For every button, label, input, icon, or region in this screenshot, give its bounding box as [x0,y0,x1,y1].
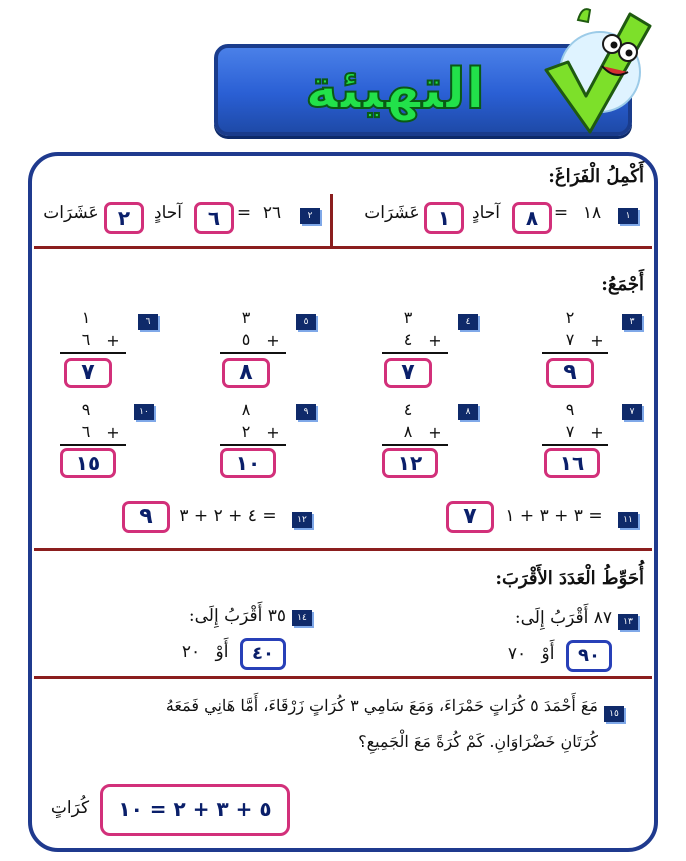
column-divider [330,194,333,246]
question-number: ١١ [618,512,638,528]
equals-sign: = [236,203,252,223]
addend-top: ٣ [241,308,251,327]
question-number: ١٥ [604,706,624,722]
tens-answer-box: ٢ [104,202,144,234]
ones-answer-box: ٦ [194,202,234,234]
unit-label: كُرَاتٍ [50,798,90,818]
rounding-prompt: ٣٥ أَقْرَبُ إِلَى: [188,606,286,626]
sum-line [382,444,448,446]
question-number: ٣ [622,314,642,330]
plus-sign: + [590,331,604,350]
sum-line [382,352,448,354]
rounding-prompt: ٨٧ أَقْرَبُ إِلَى: [514,608,612,628]
question-number: ١٢ [292,512,312,528]
addend-bottom: ٦ [81,422,91,441]
sum-answer-box: ٩ [122,501,170,533]
number-value: ٢٦ [262,203,282,223]
ones-answer-box: ٨ [512,202,552,234]
sum-answer-box: ١٢ [382,448,438,478]
question-number: ٤ [458,314,478,330]
question-number: ١٤ [292,610,312,626]
sum-line [60,352,126,354]
plus-sign: + [428,423,442,442]
plus-sign: + [428,331,442,350]
plus-sign: + [106,331,120,350]
sum-answer-box: ٧ [384,358,432,388]
addend-bottom: ٥ [241,330,251,349]
other-option: ٢٠ [181,642,201,662]
plus-sign: + [266,331,280,350]
plus-sign: + [106,423,120,442]
question-number: ١ [618,208,638,224]
or-label: أَوْ [541,644,555,664]
plus-sign: + [590,423,604,442]
addend-top: ١ [81,308,91,327]
addend-bottom: ٢ [241,422,251,441]
question-number: ٢ [300,208,320,224]
sum-answer-box: ١٦ [544,448,600,478]
word-problem-line: كُرَتَانِ خَضْرَاوَانِ. كَمْ كُرَةً مَعَ الْجَمِيعِ؟ [358,732,598,751]
addend-bottom: ٦ [81,330,91,349]
sum-line [542,352,608,354]
addend-bottom: ٧ [565,422,575,441]
sum-answer-box: ٩ [546,358,594,388]
addend-top: ٩ [81,400,91,419]
addend-top: ٤ [403,400,413,419]
section-divider [34,676,652,679]
equals-sign: = [553,203,569,223]
sum-expression: ٣ + ٣ + ١ = [505,506,603,526]
word-problem-answer-box: ٥ + ٣ + ٢ = ١٠ [100,784,290,836]
question-number: ٦ [138,314,158,330]
ones-label: آحادٍ [154,203,182,223]
addend-top: ٢ [565,308,575,327]
addend-bottom: ٧ [565,330,575,349]
number-value: ١٨ [582,203,602,223]
addend-top: ٩ [565,400,575,419]
sum-line [220,352,286,354]
checkmark-mascot-icon [538,0,656,140]
tens-label: عَشَرَات [364,203,420,223]
section-heading: أَجْمَعُ: [601,274,644,295]
other-option: ٧٠ [507,644,527,664]
sum-answer-box: ٨ [222,358,270,388]
circled-answer: ٩٠ [566,640,612,672]
section-divider [34,246,652,249]
ones-label: آحادٍ [472,203,500,223]
sum-answer-box: ٧ [64,358,112,388]
sum-expression: ٤ + ٢ + ٣ = [179,506,277,526]
addend-bottom: ٨ [403,422,413,441]
tens-answer-box: ١ [424,202,464,234]
question-number: ٥ [296,314,316,330]
addend-top: ٨ [241,400,251,419]
question-number: ٨ [458,404,478,420]
section-divider [34,548,652,551]
sum-line [542,444,608,446]
sum-answer-box: ١٥ [60,448,116,478]
page-title: التهيئة [305,57,485,122]
word-problem-line: مَعَ أَحْمَدَ ٥ كُرَاتٍ حَمْرَاءَ، وَمَعَ سَامِي ٣ كُرَاتٍ زَرْقَاءَ، أَمَّا هَانِي فَمَعَهُ [165,696,598,715]
addend-bottom: ٤ [403,330,413,349]
question-number: ١٣ [618,614,638,630]
sum-answer-box: ١٠ [220,448,276,478]
sum-answer-box: ٧ [446,501,494,533]
question-number: ١٠ [134,404,154,420]
question-number: ٧ [622,404,642,420]
or-label: أَوْ [215,642,229,662]
section-heading: أُحَوِّطُ الْعَدَدَ الأَقْرَبَ: [495,568,644,589]
plus-sign: + [266,423,280,442]
section-heading: أَكْمِلُ الْفَرَاغَ: [548,166,644,187]
tens-label: عَشَرَات [43,203,99,223]
sum-line [60,444,126,446]
circled-answer: ٤٠ [240,638,286,670]
sum-line [220,444,286,446]
question-number: ٩ [296,404,316,420]
addend-top: ٣ [403,308,413,327]
